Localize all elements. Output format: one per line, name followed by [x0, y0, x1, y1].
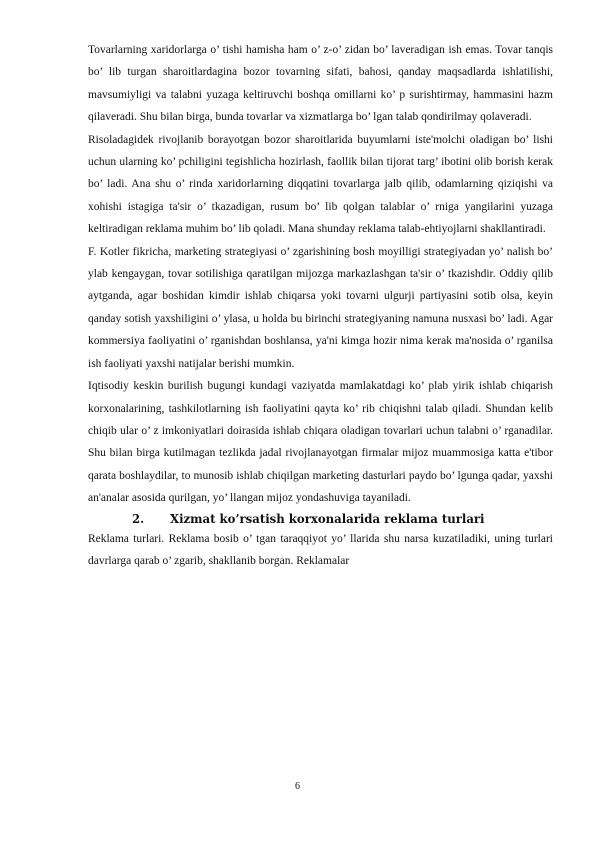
paragraph: Tovarlarning xaridorlarga o’ tishi hamisha ham o’ z-o’ zidan bo’ laveradigan ish emas. Tovar tanqis bo’ lib turgan sharoitlardagina bozor tovarning sifati, bahosi, qanday maqsadlarda ishlatilishi, mavsumiyligi va talabni yuzaga keltiruvchi boshqa omillarni ko’ p surishtirmay, hammasini hazm qilaveradi. Shu bilan birga, bunda tovarlar va xizmatlarga bo’ lgan talab qondirilmay qolaveradi.	[88, 44, 553, 124]
section-title: Xizmat ko’rsatish korxonalarida reklama turlari	[170, 511, 485, 526]
section-heading	[88, 510, 553, 528]
paragraph: F. Kotler fikricha, marketing strategiyasi o’ zgarishining bosh moyilligi strategiyadan yo’ nalish bo’ ylab kengaygan, tovar sotilishiga qaratilgan mijozga markazlashgan ta'sir o’ tkazishdir. Oddiy qilib aytganda, agar boshidan kimdir ishlab chiqarsa yoki tovarni ulgurji partiyasini sotib olsa, keyin qanday sotish yaxshiligini o’ ylasa, u holda bu birinchi strategiyaning namuna nusxasi bo’ ladi. Agar kommersiya faoliyatini o’ rganishdan boshlansa, ya'ni kimga hozir nima kerak ma'nosida o’ rganilsa ish faoliyati yaxshi natijalar berishi mumkin.	[88, 245, 553, 370]
page-body	[88, 39, 553, 572]
paragraph: Iqtisodiy keskin burilish bugungi kundagi vaziyatda mamlakatdagi ko’ plab yirik ishlab chiqarish korxonalarining, tashkilotlarning ish faoliyatini qayta ko’ rib chiqishni talab qiladi. Shundan kelib chiqib ular o’ z imkoniyatlari doirasida ishlab chiqara oladigan tovarlari uchun talabni o’ rganadilar. Shu bilan birga kutilmagan tezlikda jadal rivojlanayotgan firmalar mijoz muammosiga katta e'tibor qarata boshlaydilar, to munosib ishlab chiqilgan marketing dasturlari paydo bo’ lgunga qadar, yaxshi an'analar asosida qurilgan, yo’ llangan mijoz yondashuviga tayaniladi.	[88, 380, 553, 505]
paragraph: Risoladagidek rivojlanib borayotgan bozor sharoitlarida buyumlarni iste'molchi oladigan bo’ lishi uchun ularning ko’ pchiligini tegishlicha hozirlash, faollik bilan tijorat targ’ ibotini olib borish kerak bo’ ladi. Ana shu o’ rinda xaridorlarning diqqatini tovarlarga jalb qilib, odamlarning qiziqishi va xohishi istagiga ta'sir o’ tkazadigan, rusum bo’ lib qolgan talablar o’ rniga yangilarini yuzaga keltiradigan reklama muhim bo’ lib qoladi. Mana shunday reklama talab-ehtiyojlarni shakllantiradi.	[88, 133, 553, 236]
page-number: 6	[295, 781, 300, 792]
closing-paragraph: Reklama turlari. Reklama bosib o’ tgan taraqqiyot yo’ llarida shu narsa kuzatiladiki, uning turlari davrlarga qarab o’ zgarib, shakllanib borgan. Reklamalar	[88, 532, 553, 567]
section-number: 2.	[132, 511, 145, 526]
